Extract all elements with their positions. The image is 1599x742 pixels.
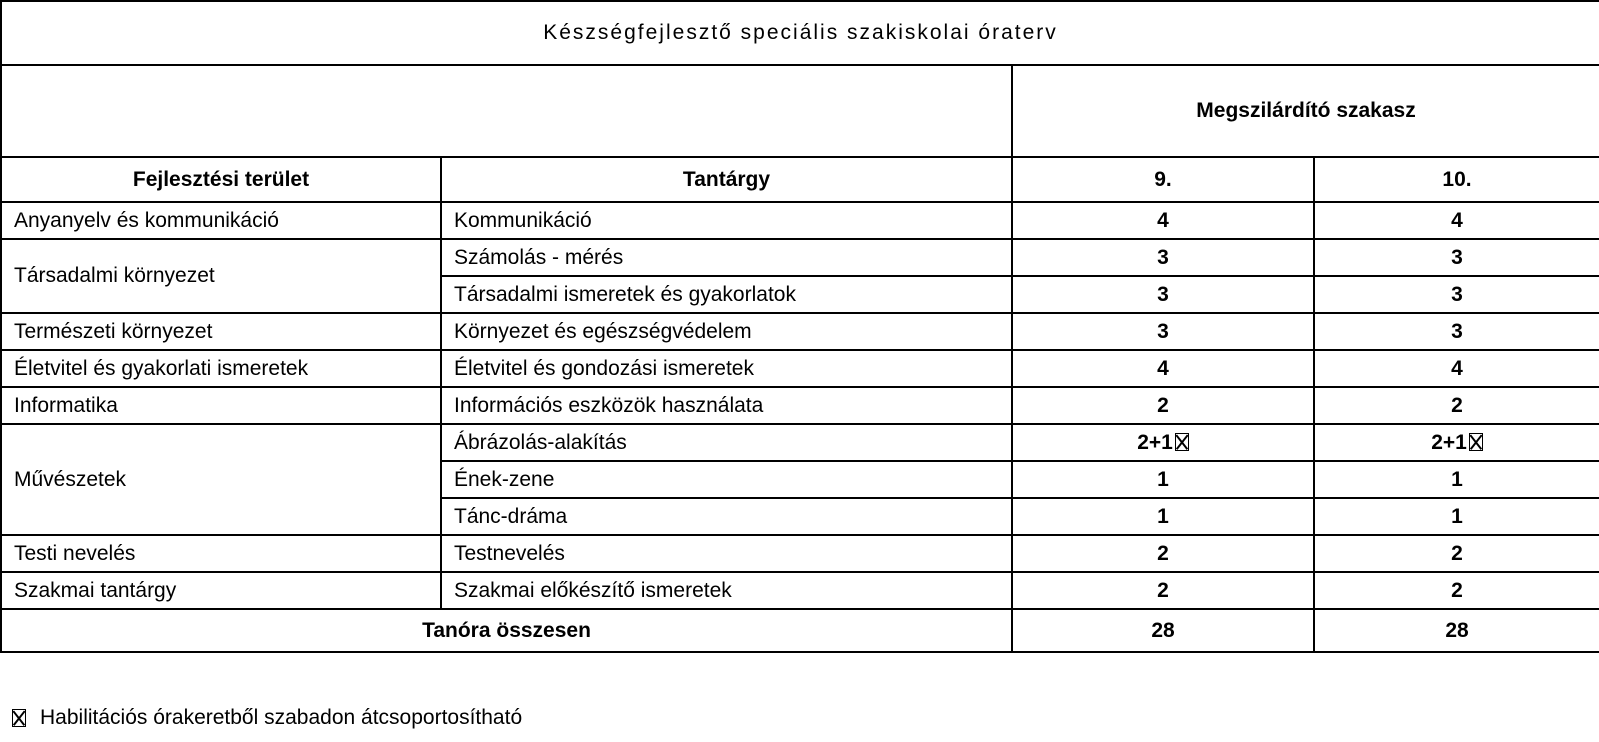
subject-cell: Számolás - mérés (441, 239, 1012, 276)
area-cell: Informatika (1, 387, 441, 424)
hours-value: 3 (1157, 245, 1169, 269)
subject-cell: Kommunikáció (441, 202, 1012, 239)
hours-grade-10 (1314, 313, 1599, 350)
subject-cell: Életvitel és gondozási ismeretek (441, 350, 1012, 387)
hours-value: 2+1 (1137, 430, 1173, 454)
hours-value: 1 (1451, 467, 1463, 491)
hours-value: 1 (1157, 504, 1169, 528)
blank-header-cell (1, 65, 1012, 157)
hours-grade-10 (1314, 202, 1599, 239)
hours-value: 2 (1451, 393, 1463, 417)
hours-grade-9 (1012, 387, 1314, 424)
total-row (1, 609, 1599, 652)
total-grade-9: 28 (1012, 609, 1314, 652)
hours-grade-9 (1012, 424, 1314, 461)
hours-value: 1 (1157, 467, 1169, 491)
hours-value: 4 (1451, 356, 1463, 380)
subject-cell: Tánc-dráma (441, 498, 1012, 535)
area-cell: Életvitel és gyakorlati ismeretek (1, 350, 441, 387)
hours-value: 2+1 (1431, 430, 1467, 454)
hours-value: 2 (1157, 578, 1169, 602)
column-header-subject: Tantárgy (441, 157, 1012, 202)
hours-grade-10 (1314, 387, 1599, 424)
phase-label: Megszilárdító szakasz (1012, 65, 1599, 157)
hours-value: 2 (1157, 393, 1169, 417)
crossed-box-icon (12, 709, 26, 727)
table-row (1, 350, 1599, 387)
area-cell: Anyanyelv és kommunikáció (1, 202, 441, 239)
area-cell: Természeti környezet (1, 313, 441, 350)
hours-grade-10 (1314, 498, 1599, 535)
table-row (1, 202, 1599, 239)
area-cell: Szakmai tantárgy (1, 572, 441, 609)
table-row (1, 313, 1599, 350)
hours-value: 3 (1157, 282, 1169, 306)
hours-grade-10 (1314, 572, 1599, 609)
subject-cell: Szakmai előkészítő ismeretek (441, 572, 1012, 609)
hours-grade-10 (1314, 239, 1599, 276)
hours-grade-9 (1012, 350, 1314, 387)
hours-value: 3 (1451, 282, 1463, 306)
hours-grade-9 (1012, 535, 1314, 572)
table-row (1, 535, 1599, 572)
hours-grade-9 (1012, 461, 1314, 498)
area-cell: Testi nevelés (1, 535, 441, 572)
hours-value: 1 (1451, 504, 1463, 528)
hours-value: 3 (1157, 319, 1169, 343)
hours-grade-10 (1314, 276, 1599, 313)
hours-grade-9 (1012, 239, 1314, 276)
footnote-text: Habilitációs órakeretből szabadon átcsoportosítható (40, 706, 523, 729)
hours-value: 2 (1451, 541, 1463, 565)
hours-grade-10 (1314, 424, 1599, 461)
hours-value: 3 (1451, 319, 1463, 343)
table-row (1, 387, 1599, 424)
hours-value: 4 (1157, 208, 1169, 232)
hours-grade-9 (1012, 313, 1314, 350)
table-row (1, 424, 1599, 461)
subject-cell: Társadalmi ismeretek és gyakorlatok (441, 276, 1012, 313)
subject-cell: Információs eszközök használata (441, 387, 1012, 424)
hours-value: 4 (1451, 208, 1463, 232)
column-header-grade-10: 10. (1314, 157, 1599, 202)
hours-grade-9 (1012, 572, 1314, 609)
total-grade-10: 28 (1314, 609, 1599, 652)
hours-grade-9 (1012, 276, 1314, 313)
hours-value: 2 (1451, 578, 1463, 602)
subject-cell: Ábrázolás-alakítás (441, 424, 1012, 461)
table-row (1, 239, 1599, 276)
hours-value: 3 (1451, 245, 1463, 269)
column-header-grade-9: 9. (1012, 157, 1314, 202)
crossed-box-icon (1469, 433, 1483, 451)
crossed-box-icon (1175, 433, 1189, 451)
subject-cell: Testnevelés (441, 535, 1012, 572)
hours-grade-10 (1314, 461, 1599, 498)
column-header-area: Fejlesztési terület (1, 157, 441, 202)
hours-grade-10 (1314, 535, 1599, 572)
total-label: Tanóra összesen (1, 609, 1012, 652)
hours-grade-9 (1012, 498, 1314, 535)
table-row (1, 572, 1599, 609)
table-title: Készségfejlesztő speciális szakiskolai óraterv (1, 1, 1599, 65)
hours-value: 4 (1157, 356, 1169, 380)
area-cell: Művészetek (1, 424, 441, 535)
subject-cell: Ének-zene (441, 461, 1012, 498)
area-cell: Társadalmi környezet (1, 239, 441, 313)
hours-grade-10 (1314, 350, 1599, 387)
subject-cell: Környezet és egészségvédelem (441, 313, 1012, 350)
footnote (12, 706, 522, 730)
hours-value: 2 (1157, 541, 1169, 565)
hours-grade-9 (1012, 202, 1314, 239)
